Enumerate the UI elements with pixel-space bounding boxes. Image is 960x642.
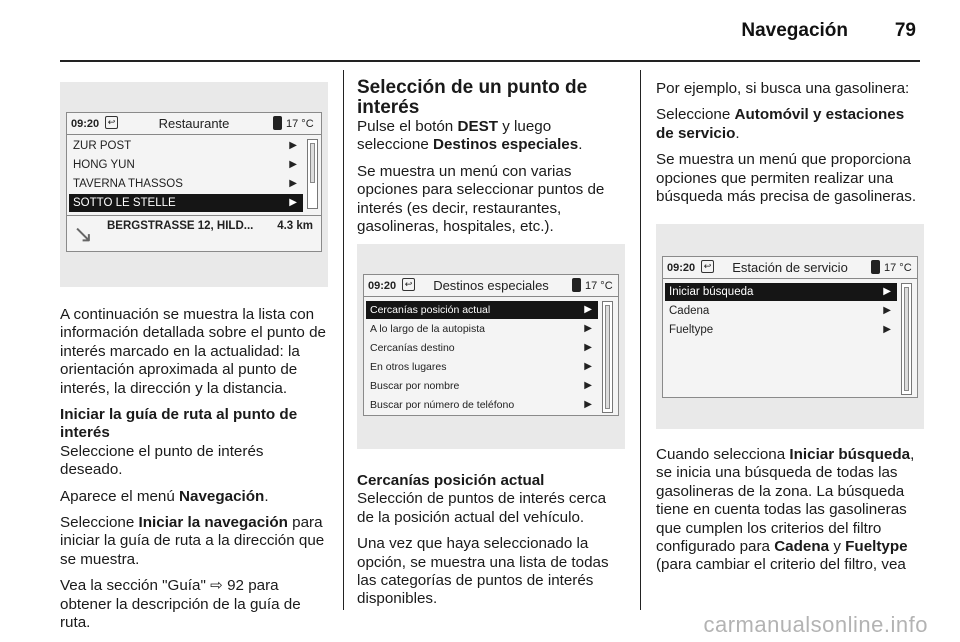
screenshot-estacion-servicio [656,224,924,429]
page-header [0,0,960,62]
column-divider-2 [640,70,641,610]
thermometer-icon [572,278,581,292]
poi-distance: 4.3 km [277,220,313,232]
scrollbar-thumb[interactable] [310,143,315,183]
nav-screen-estacion [662,256,918,398]
chevron-right-icon: ▶ [584,342,592,353]
back-arrow-icon[interactable]: ↩ [402,278,415,291]
back-arrow-icon[interactable]: ↩ [701,260,714,273]
list-item-selected[interactable]: SOTTO LE STELLE ▶ [69,194,303,212]
scrollbar[interactable] [307,139,318,209]
header-rule [60,60,920,62]
back-arrow-icon[interactable]: ↩ [105,116,118,129]
list-item[interactable]: Cadena ▶ [665,302,897,320]
paragraph: Se muestra un menú con varias opciones para seleccionar puntos de interés (es decir, restaurantes, gasolineras, hospitales, etc.). [357,162,605,236]
paragraph: Seleccione Automóvil y estaciones de servicio. [656,106,905,142]
temperature: 17 °C [585,280,613,292]
column-2-text-top [357,78,625,244]
chevron-right-icon: ▶ [289,197,297,208]
list-item[interactable]: Fueltype ▶ [665,321,897,339]
screen-header [67,113,321,135]
page-number: 79 [894,20,916,41]
nav-screen-restaurante [66,112,322,252]
paragraph: Se muestra un menú que proporciona opciones que permiten realizar una búsqueda más precisa de gasolineras. [656,151,917,206]
screen-title: Estación de servicio [732,260,848,275]
chevron-right-icon: ▶ [883,286,891,297]
list-item[interactable]: ZUR POST ▶ [69,137,303,155]
screen-title: Restaurante [158,116,230,131]
list-item[interactable]: Buscar por nombre ▶ [366,377,598,395]
paragraph: Aparece el menú Navegación. [60,487,269,505]
chevron-right-icon: ▶ [584,380,592,391]
screen-title: Destinos especiales [433,278,549,293]
clock-time: 09:20 [667,262,696,274]
page-title: Navegación [741,20,848,41]
page-ref-arrow-icon: ⇨ [210,577,223,595]
chevron-right-icon: ▶ [883,324,891,335]
watermark: carmanualsonline.info [703,612,928,637]
scrollbar-thumb[interactable] [904,287,909,391]
poi-info-bar [67,215,321,251]
screen-header [364,275,618,297]
list-item[interactable]: Buscar por número de teléfono ▶ [366,396,598,414]
paragraph: Seleccione Iniciar la navegación para iniciar la guía de ruta a la dirección que se muestra. [60,514,325,568]
scrollbar[interactable] [901,283,912,395]
direction-arrow-icon: ↘ [73,221,94,248]
column-2-text-bottom [357,472,625,617]
paragraph: Cuando selecciona Iniciar búsqueda, se inicia una búsqueda de todas las gasolineras de la zona. La búsqueda tiene en cuenta todas las gasolineras que cumplen los criterios del filtro configurado para Cadena y Fueltype (para cambiar el criterio del filtro, vea [656,446,915,574]
paragraph: Selección de puntos de interés cerca de la posición actual del vehículo. [357,490,607,526]
screen-header [663,257,917,279]
screenshot-restaurante [60,82,328,287]
section-heading: Cercanías posición actual [357,472,545,489]
nav-screen-destinos [363,274,619,416]
scrollbar-thumb[interactable] [605,305,610,409]
list-item[interactable]: A lo largo de la autopista ▶ [366,320,598,338]
paragraph: Vea la sección "Guía" ⇨ 92 para obtener la descripción de la guía de ruta. [60,577,301,632]
paragraph: Por ejemplo, si busca una gasolinera: [656,80,910,97]
clock-time: 09:20 [71,118,100,130]
list-item[interactable]: TAVERNA THASSOS ▶ [69,175,303,193]
scrollbar[interactable] [602,301,613,413]
chevron-right-icon: ▶ [883,305,891,316]
column-3-text-bottom [656,446,924,583]
paragraph: Pulse el botón DEST y luego seleccione Destinos especiales. [357,118,583,154]
chevron-right-icon: ▶ [584,361,592,372]
column-3-text-top [656,80,924,214]
chevron-right-icon: ▶ [584,323,592,334]
thermometer-icon [273,116,282,130]
chevron-right-icon: ▶ [289,159,297,170]
paragraph: A continuación se muestra la lista con información detallada sobre el punto de interés marcado en la actualidad: la orientación aproximada al punto de interés, la dirección y la distancia. [60,306,326,397]
thermometer-icon [871,260,880,274]
clock-time: 09:20 [368,280,397,292]
chevron-right-icon: ▶ [584,304,592,315]
list-item[interactable]: Cercanías destino ▶ [366,339,598,357]
chevron-right-icon: ▶ [289,178,297,189]
temperature: 17 °C [884,262,912,274]
section-heading: Iniciar la guía de ruta al punto de interés [60,406,298,442]
list-item-selected[interactable]: Iniciar búsqueda ▶ [665,283,897,301]
section-heading: Selección de un punto de interés [357,77,588,118]
chevron-right-icon: ▶ [584,399,592,410]
list-item[interactable]: En otros lugares ▶ [366,358,598,376]
list-item[interactable]: HONG YUN ▶ [69,156,303,174]
list-item-selected[interactable]: Cercanías posición actual ▶ [366,301,598,319]
temperature: 17 °C [286,118,314,130]
screenshot-destinos-especiales [357,244,625,449]
page-reference[interactable]: 92 [227,577,244,595]
chevron-right-icon: ▶ [289,140,297,151]
column-1-text [60,306,328,641]
poi-address: BERGSTRASSE 12, HILD... [107,220,254,232]
paragraph: Seleccione el punto de interés deseado. [60,442,264,479]
paragraph: Una vez que haya seleccionado la opción, se muestra una lista de todas las categorías de puntos de interés disponibles. [357,535,609,608]
column-divider-1 [343,70,344,610]
